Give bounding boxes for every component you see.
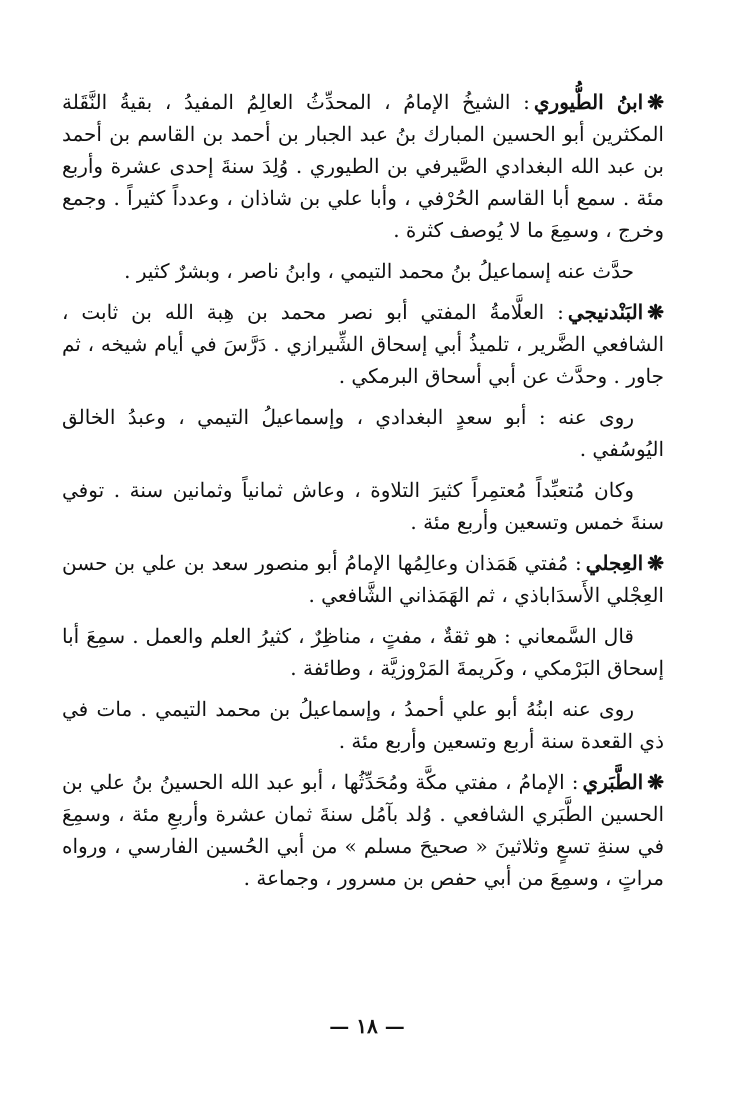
entry-name: العِجلي xyxy=(585,551,644,575)
entry-paragraph: روى عنه : أبو سعدٍ البغدادي ، وإسماعيلُ التيمي ، وعبدُ الخالق اليُوسُفي . xyxy=(62,405,664,461)
entry-star-icon: ❋ xyxy=(647,90,665,114)
entry-text: : العلَّامةُ المفتي أبو نصر محمد بن هِبة الله بن ثابت ، الشافعي الضَّرير ، تلميذُ أبي إسحاق الشِّيرازي . دَرَّسَ في أيام شيخه ، ثم جاور . وحدَّث عن أبي أسحاق البرمكي . xyxy=(62,300,664,388)
entry-al-ijli xyxy=(62,547,664,611)
entry-paragraph: قال السَّمعاني : هو ثقةٌ ، مفتٍ ، مناظِرٌ ، كثيرُ العلم والعمل . سمِعَ أبا إسحاق البَرْمكي ، وكَريمةَ المَرْوزيَّة ، وطائفة . xyxy=(62,624,664,680)
page-body xyxy=(62,86,664,903)
entry-name: الطَّبَري xyxy=(582,770,644,794)
entry-text: : الإمامُ ، مفتي مكَّة ومُحَدِّثُها ، أبو عبد الله الحسينُ بنُ علي بن الحسين الطَّبَري الشافعي . وُلد بآمُل سنةَ ثمان عشرة وأربعِ مئة ، وسمِعَ في سنةِ تسعٍ وثلاثينَ « صحيحَ مسلم » من أبي الحُسين الفارسي ، ورواه مراتٍ ، وسمِعَ من أبي حفص بن مسرور ، وجماعة . xyxy=(62,770,664,890)
page-number: — ١٨ — xyxy=(329,1014,405,1038)
entry-al-tabari xyxy=(62,766,664,894)
entry-al-bandaniji xyxy=(62,296,664,392)
entry-paragraph: روى عنه ابنُهُ أبو علي أحمدُ ، وإسماعيلُ بن محمد التيمي . مات في ذي القعدة سنة أربع وتسعين وأربع مئة . xyxy=(62,697,664,753)
entry-star-icon: ❋ xyxy=(647,300,664,324)
entry-name: ابنُ الطُّيوري xyxy=(533,90,644,114)
entry-star-icon: ❋ xyxy=(647,551,664,575)
entry-text: : مُفتي هَمَذان وعالِمُها الإمامُ أبو منصور سعد بن علي بن حسن العِجْلي الأَسدَاباذي ، ثم الهَمَذاني الشَّافعي . xyxy=(62,551,664,607)
entry-paragraph: وكان مُتعبِّداً مُعتمِراً كثيرَ التلاوة ، وعاش ثمانياً وثمانين سنة . توفي سنةَ خمس وتسعين وأربع مئة . xyxy=(62,478,664,534)
entry-paragraph: حدَّث عنه إسماعيلُ بنُ محمد التيمي ، وابنُ ناصر ، وبشرٌ كثير . xyxy=(124,259,634,283)
entry-star-icon: ❋ xyxy=(647,770,664,794)
entry-ibn-al-tuyuri xyxy=(62,86,664,246)
entry-name: البَنْدنيجي xyxy=(567,300,644,324)
entry-text: : الشيخُ الإمامُ ، المحدِّثُ العالِمُ المفيدُ ، بقيةُ النَّقَلة المكثرين أبو الحسين المبارك بنُ عبد الجبار بن أحمد بن القاسم بن أحمد بن عبد الله البغدادي الصَّيرفي بن الطيوري . وُلِدَ سنةَ إحدى عشرة وأربع مئة . سمع أبا القاسم الحُرْفي ، وأبا علي بن شاذان ، وعدداً كثيراً . وجمع وخرج ، وسمِعَ ما لا يُوصف كثرة . xyxy=(62,90,664,242)
